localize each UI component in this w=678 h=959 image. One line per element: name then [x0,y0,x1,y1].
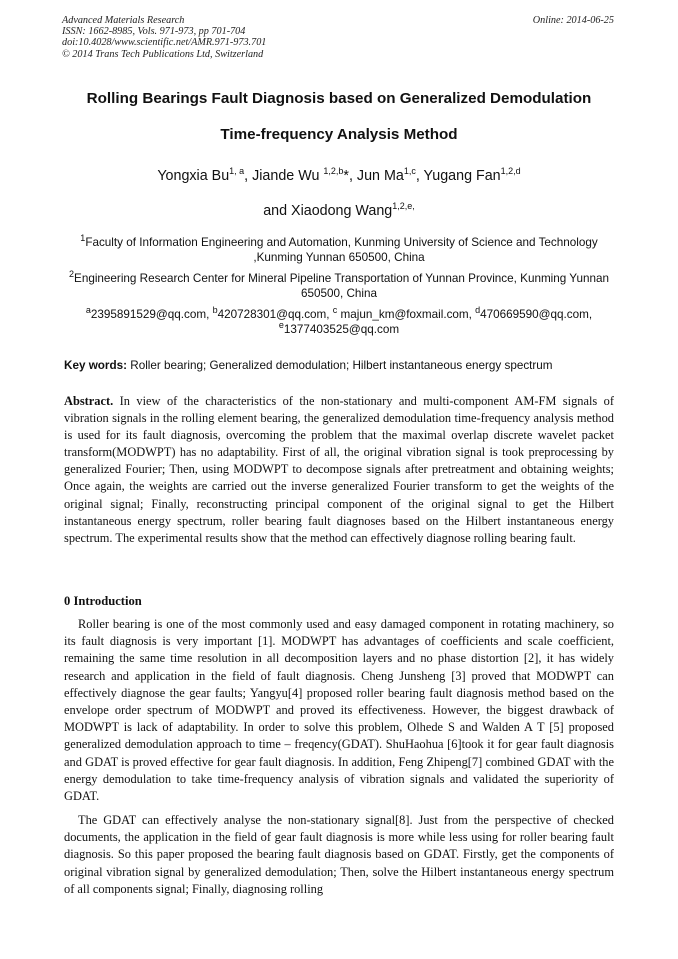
journal-name: Advanced Materials Research [62,15,185,26]
email: 470669590@qq.com, [480,308,593,321]
issn-line: ISSN: 1662-8985, Vols. 971-973, pp 701-704 [62,26,246,38]
author-sup: 1, a [229,166,245,177]
affiliation-sup: 2 [69,269,75,280]
email-sup: d [475,305,481,316]
journal-header [62,15,266,60]
paper-title-line-1: Rolling Bearings Fault Diagnosis based on Generalized Demodulation [86,90,592,107]
abstract-label: Abstract. [64,394,114,408]
author-name: , Jiande Wu [244,168,324,184]
keywords [64,359,553,372]
affiliation-text: Engineering Research Center for Mineral Pipeline Transportation of Yunnan Province, Kunming Yunnan 650500, China [74,272,609,300]
copyright-line: © 2014 Trans Tech Publications Ltd, Switzerland [62,48,264,60]
affiliation-text: Faculty of Information Engineering and Automation, Kunming University of Science and Technology ,Kunming Yunnan 650500, China [85,236,598,264]
affiliation-2 [66,269,612,301]
online-date: Online: 2014-06-25 [532,15,614,26]
author-name: and Xiaodong Wang [263,203,393,219]
author-line-1 [40,168,638,184]
author-name: , Yugang Fan [415,168,501,184]
keywords-text: Roller bearing; Generalized demodulation; Hilbert instantaneous energy spectrum [127,359,553,372]
abstract [64,393,614,547]
intro-paragraph-2: The GDAT can effectively analyse the non-stationary signal[8]. Just from the perspective of checked documents, the application in the field of gear fault diagnosis is more while less using for roller bearing fault diagnosis. So this paper proposed the bearing fault diagnosis based on GDAT. Firstly, get the components of original vibration signal by generalized demodulation; Then, solve the Hilbert instantaneous energy spectrum of all components signal; Finally, diagnosing rolling [64,813,614,896]
author-sup: 1,2,e, [392,201,415,212]
intro-paragraph-1: Roller bearing is one of the most commonly used and easy damaged component in rotating machinery, so its fault diagnosis is very important [1]. MODWPT has advantages of coefficients and scale coefficient, remaining the same time resolution in all decomposition layers and no phase distortion [2], it has widely research and application in the field of fault diagnosis. Cheng Junsheng [3] proved that MODWPT can effectively diagnose the gear faults; Yangyu[4] proposed roller bearing fault diagnosis method based on the envelope order spectrum of MODWPT and proved its effectiveness. However, the biggest drawback of MODWPT is lack of adaptability. In order to solve this problem, Olhede S and Walden A T [5] proposed generalized demodulation approach to time – freqency(GDAT). ShuHaohua [6]took it for gear fault diagnosis and GDAT is proved effective for gear fault diagnosis. In addition, Feng Zhipeng[7] combined GDAT with the energy demodulation to take time-frequency analysis of vibration signals and validated the superiority of GDAT. [64,617,614,804]
author-name: Yongxia Bu [157,168,230,184]
email: majun_km@foxmail.com, [337,308,476,321]
doi-line: doi:10.4028/www.scientific.net/AMR.971-973.701 [62,37,267,49]
email-list [66,305,612,337]
affiliation-sup: 1 [80,233,86,244]
email: 2395891529@qq.com, [90,308,213,321]
keywords-label: Key words: [64,359,127,372]
paper-title-line-2: Time-frequency Analysis Method [220,126,458,143]
author-sup: 1,c [403,166,416,177]
author-sup: 1,2,d [500,166,521,177]
email-sup: a [85,305,91,316]
email-sup: b [212,305,218,316]
section-heading-introduction: 0 Introduction [64,594,142,608]
abstract-text: In view of the characteristics of the non-stationary and multi-component AM-FM signals of vibration signals in the rolling element bearing, the generalized demodulation time-frequency analysis method is used for its fault diagnosis, overcoming the problem that the maximal overlap discrete wavelet packet transform(MODWPT) has no adaptability. First of all, the original vibration signal is took preprocessing by generalized Fourier; Then, using MODWPT to decompose signals after pretreatment and obtaining weights; Once again, the weights are carried out the inverse generalized Fourier transform to get the weights of the original signal; Finally, reconstructing principal component of the original signal to get the Hilbert instantaneous energy spectrum, roller bearing fault diagnoses based on the Hilbert instantaneous energy spectrum. The experimental results show that the method can effectively diagnose rolling bearing fault. [64,394,614,545]
affiliation-1 [66,233,612,265]
email-sup: c [332,305,338,316]
author-sup: 1,2,b [323,166,344,177]
email: 1377403525@qq.com [283,322,400,336]
author-name: , Jun Ma [348,168,404,184]
author-line-2 [40,203,638,219]
corresponding-star: * [343,168,349,184]
email: 420728301@qq.com, [217,308,333,321]
email-sup: e [278,319,284,330]
